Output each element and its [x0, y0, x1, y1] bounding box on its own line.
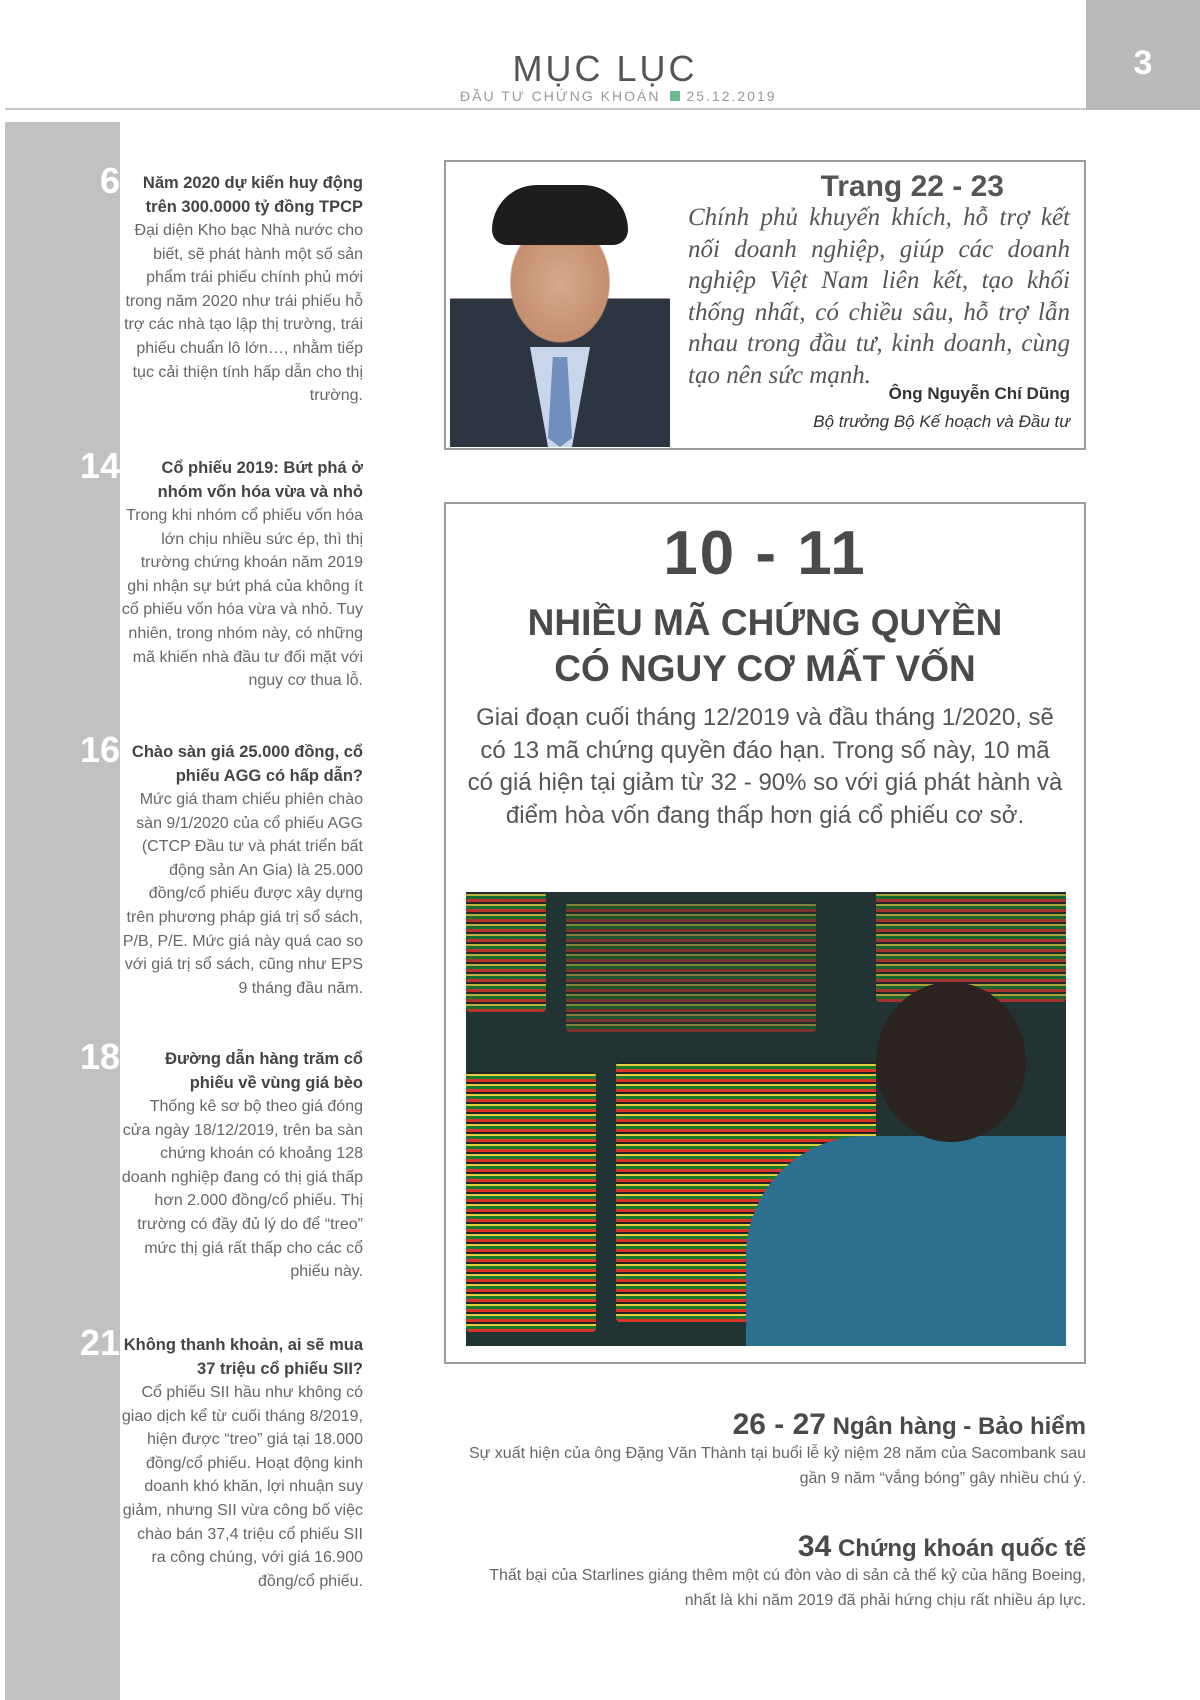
section-summary: Sự xuất hiện của ông Đặng Văn Thành tại buổi lễ kỷ niệm 28 năm của Sacombank sau gần 9 năm “vắng bóng” gây nhiều chú ý. [468, 1445, 1086, 1487]
toc-entry[interactable] [60, 1322, 363, 1593]
toc-page: 18 [79, 1036, 120, 1077]
toc-entry[interactable] [60, 445, 363, 693]
toc-section-item[interactable] [466, 1530, 1086, 1613]
header-divider [5, 108, 1086, 110]
toc-page: 16 [79, 729, 120, 770]
page-title: MỤC LỤC [512, 48, 698, 89]
green-square-icon [670, 91, 680, 101]
toc-summary: Cổ phiếu SII hầu như không có giao dịch kể từ cuối tháng 8/2019, hiện được “treo” giá tại 18.000 đồng/cổ phiếu. Hoạt động kinh doanh khó khăn, lợi nhuận suy giảm, nhưng SII vừa công bố việc chào bán 37,4 triệu cổ phiếu SII ra công chúng, với giá 16.900 đồng/cổ phiếu. [121, 1384, 363, 1590]
section-name: Chứng khoán quốc tế [837, 1535, 1086, 1562]
toc-page: 14 [79, 445, 120, 486]
section-page: 34 [797, 1530, 832, 1563]
section-summary: Thất bại của Starlines giáng thêm một cú đòn vào di sản cả thế kỷ của hãng Boeing, nhất là khi năm 2019 đã phải hứng chịu rất nhiều áp lực. [489, 1567, 1086, 1609]
quote-author-role: Bộ trưởng Bộ Kế hoạch và Đầu tư [813, 412, 1070, 431]
toc-title: Năm 2020 dự kiến huy động trên 300.0000 tỷ đồng TPCP [142, 174, 363, 216]
toc-entry[interactable] [60, 1036, 363, 1284]
toc-page: 21 [79, 1322, 120, 1363]
quote-text: Chính phủ khuyến khích, hỗ trợ kết nối doanh nghiệp, giúp các doanh nghiệp Việt Nam liên kết, tạo khối thống nhất, có chiều sâu, hỗ trợ lẫn nhau trong đầu tư, kinh doanh, cùng tạo nên sức mạnh. [688, 204, 1070, 389]
toc-title: Cổ phiếu 2019: Bứt phá ở nhóm vốn hóa vừa và nhỏ [157, 459, 363, 501]
feature-summary: Giai đoạn cuối tháng 12/2019 và đầu tháng 1/2020, sẽ có 13 mã chứng quyền đáo hạn. Trong số này, 10 mã có giá hiện tại giảm từ 32 - 90% so với giá phát hành và điểm hòa vốn đang thấp hơn giá cổ phiếu cơ sở. [467, 704, 1063, 829]
toc-entry[interactable] [60, 160, 363, 408]
issue-date: 25.12.2019 [686, 88, 777, 104]
quote-box[interactable] [444, 160, 1086, 450]
toc-summary: Đại diện Kho bạc Nhà nước cho biết, sẽ phát hành một số sản phẩm trái phiếu chính phủ mới trong năm 2020 như trái phiếu hỗ trợ các nhà tạo lập thị trường, trái phiếu chuẩn lô lớn…, nhằm tiếp tục cải thiện tính hấp dẫn cho thị trường. [124, 222, 363, 405]
toc-title: Không thanh khoản, ai sẽ mua 37 triệu cổ phiếu SII? [123, 1336, 363, 1378]
publication-name: ĐẦU TƯ CHỨNG KHOÁN [460, 88, 661, 104]
stock-board-photo [466, 892, 1066, 1346]
section-page: 26 - 27 [732, 1408, 826, 1441]
toc-entry[interactable] [60, 729, 363, 1000]
toc-section-item[interactable] [466, 1408, 1086, 1491]
page-number: 3 [1086, 0, 1200, 110]
toc-summary: Mức giá tham chiếu phiên chào sàn 9/1/2020 của cổ phiếu AGG (CTCP Đầu tư và phát triển bất động sản An Gia) là 25.000 đồng/cổ phiếu được xây dựng trên phương pháp giá trị sổ sách, P/B, P/E. Mức giá này quá cao so với giá trị sổ sách, cũng như EPS 9 tháng đầu năm. [122, 791, 363, 997]
toc-summary: Thống kê sơ bộ theo giá đóng cửa ngày 18/12/2019, trên ba sàn chứng khoán có khoảng 128 doanh nghiệp đang có thị giá thấp hơn 2.000 đồng/cổ phiếu. Thị trường có đầy đủ lý do để “treo” mức thị giá rất thấp cho các cổ phiếu này. [121, 1098, 363, 1281]
toc-title: Đường dẫn hàng trăm cổ phiếu về vùng giá bèo [165, 1050, 363, 1092]
quote-page: Trang 22 - 23 [820, 170, 1004, 203]
toc-page: 6 [99, 160, 120, 201]
publication-line [460, 88, 777, 104]
quote-author: Ông Nguyễn Chí Dũng [888, 384, 1070, 403]
feature-article-box[interactable] [444, 502, 1086, 1364]
feature-page: 10 - 11 [663, 519, 867, 588]
minister-portrait [450, 177, 670, 447]
toc-title: Chào sàn giá 25.000 đồng, cổ phiếu AGG có hấp dẫn? [131, 743, 363, 785]
feature-title: NHIỀU MÃ CHỨNG QUYỀN CÓ NGUY CƠ MẤT VỐN [527, 602, 1003, 689]
section-name: Ngân hàng - Bảo hiểm [832, 1413, 1086, 1440]
toc-summary: Trong khi nhóm cổ phiếu vốn hóa lớn chịu nhiều sức ép, thì thị trường chứng khoán năm 2019 ghi nhận sự bứt phá của không ít cổ phiếu vốn hóa vừa và nhỏ. Tuy nhiên, trong nhóm này, có những mã khiến nhà đầu tư đối mặt với nguy cơ thua lỗ. [121, 507, 363, 690]
